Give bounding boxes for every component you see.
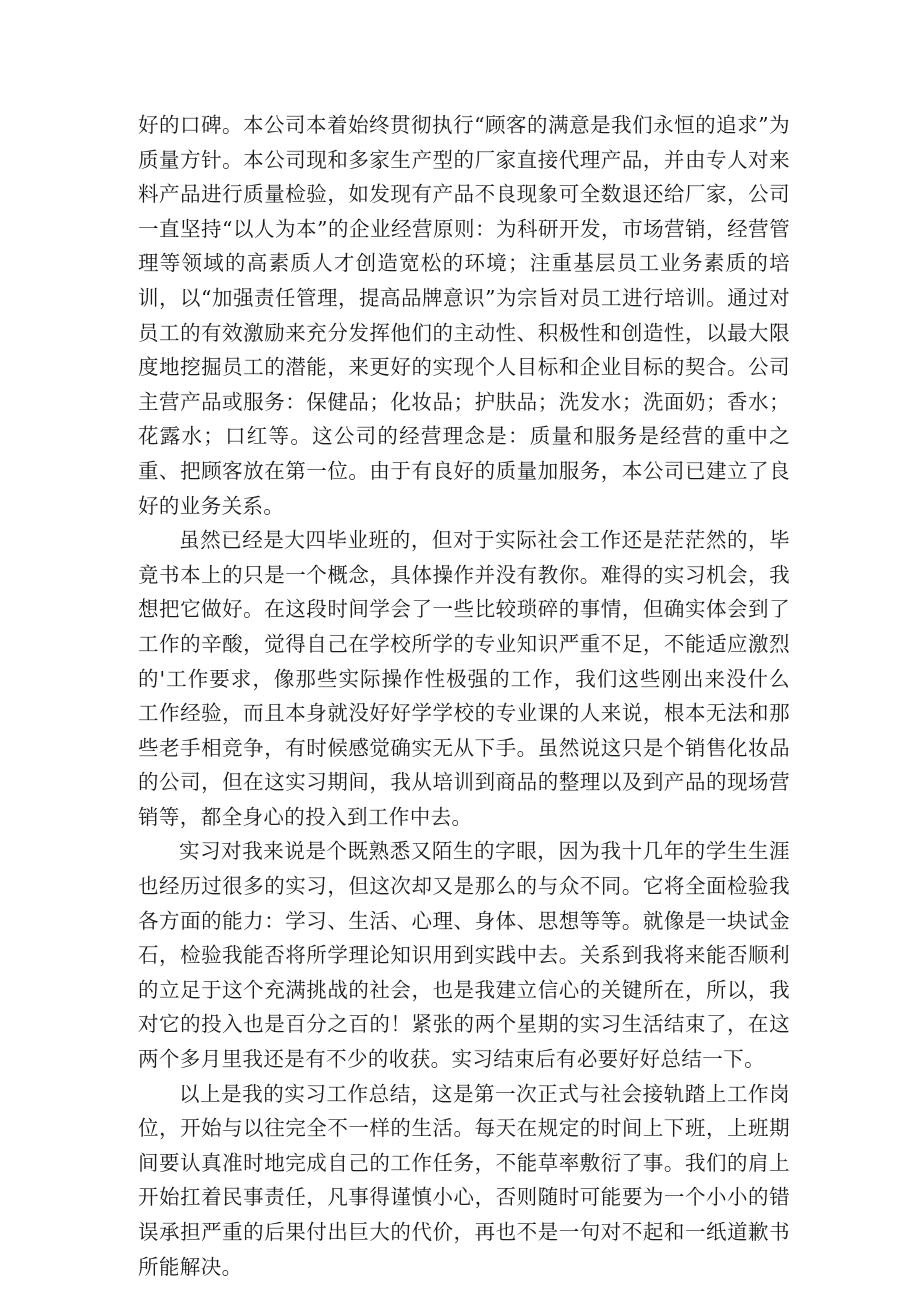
paragraph-summary: 以上是我的实习工作总结，这是第一次正式与社会接轨踏上工作岗位，开始与以往完全不一样的生活。每天在规定的时间上下班，上班期间要认真准时地完成自己的工作任务，不能草率敷衍了事。我们的肩上开始扛着民事责任，凡事得谨慎小心，否则随时可能要为一个小小的错误承担严重的后果付出巨大的代价，再也不是一句对不起和一纸道歉书所能解决。 bbox=[138, 1081, 790, 1279]
document-body bbox=[138, 108, 790, 1284]
paragraph-internship-experience: 虽然已经是大四毕业班的，但对于实际社会工作还是茫茫然的，毕竟书本上的只是一个概念，具体操作并没有教你。难得的实习机会，我想把它做好。在这段时间学会了一些比较琐碎的事情，但确实体会到了工作的辛酸，觉得自己在学校所学的专业知识严重不足，不能适应激烈的'工作要求，像那些实际操作性极强的工作，我们这些刚出来没什么工作经验，而且本身就没好好学学校的专业课的人来说，根本无法和那些老手相竞争，有时候感觉确实无从下手。虽然说这只是个销售化妆品的公司，但在这实习期间，我从培训到商品的整理以及到产品的现场营销等，都全身心的投入到工作中去。 bbox=[138, 528, 790, 829]
paragraph-company-profile: 好的口碑。本公司本着始终贯彻执行“顾客的满意是我们永恒的追求”为质量方针。本公司现和多家生产型的厂家直接代理产品，并由专人对来料产品进行质量检验，如发现有产品不良现象可全数退还给厂家，公司一直坚持“以人为本”的企业经营原则：为科研开发，市场营销，经营管理等领域的高素质人才创造宽松的环境；注重基层员工业务素质的培训，以“加强责任管理，提高品牌意识”为宗旨对员工进行培训。通过对员工的有效激励来充分发挥他们的主动性、积极性和创造性，以最大限度地挖掘员工的潜能，来更好的实现个人目标和企业目标的契合。公司主营产品或服务：保健品；化妆品；护肤品；洗发水；洗面奶；香水；花露水；口红等。这公司的经营理念是：质量和服务是经营的重中之重、把顾客放在第一位。由于有良好的质量加服务，本公司已建立了良好的业务关系。 bbox=[138, 113, 790, 518]
paragraph-internship-meaning: 实习对我来说是个既熟悉又陌生的字眼，因为我十几年的学生生涯也经历过很多的实习，但这次却又是那么的与众不同。它将全面检验我各方面的能力：学习、生活、心理、身体、思想等等。就像是一块试金石，检验我能否将所学理论知识用到实践中去。关系到我将来能否顺利的立足于这个充满挑战的社会，也是我建立信心的关键所在，所以，我对它的投入也是百分之百的！紧张的两个星期的实习生活结束了，在这两个多月里我还是有不少的收获。实习结束后有必要好好总结一下。 bbox=[138, 839, 790, 1072]
